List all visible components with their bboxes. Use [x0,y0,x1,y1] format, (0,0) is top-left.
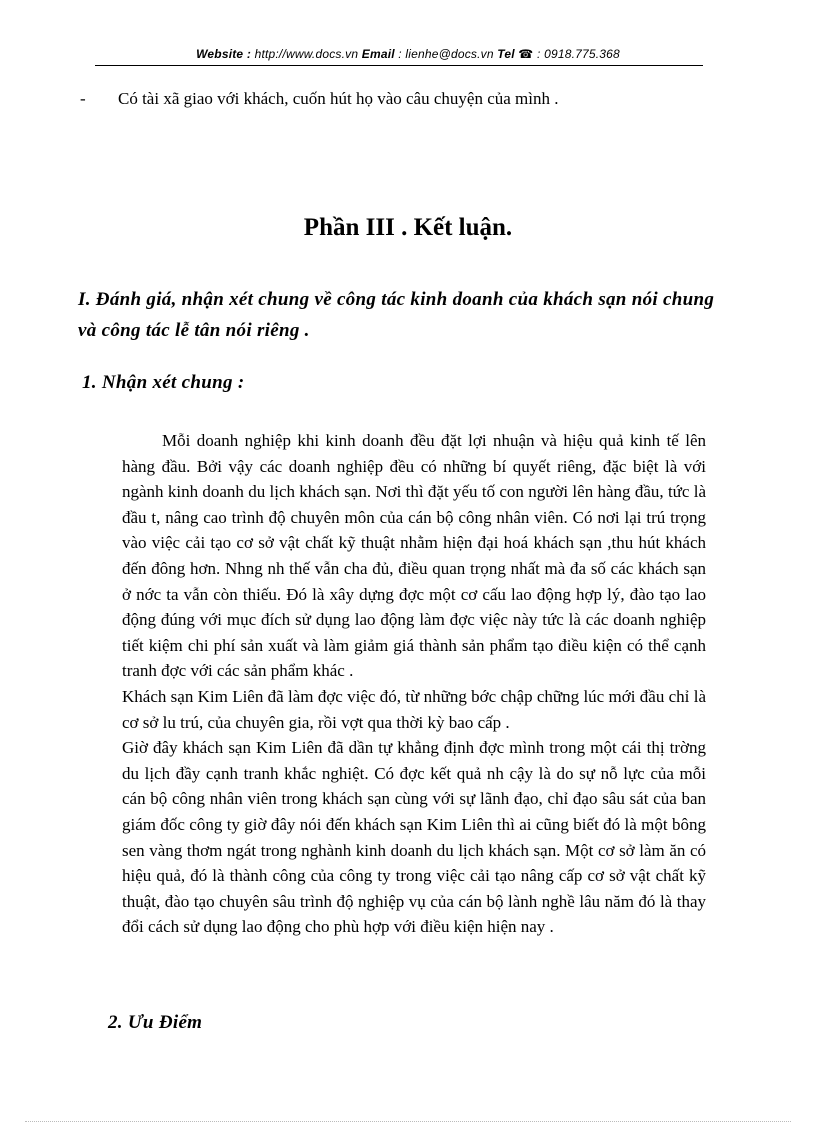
body-text [122,428,706,940]
tel-value: : 0918.775.368 [533,47,620,61]
subheading-general-remarks: 1. Nhận xét chung : [82,372,245,393]
paragraph: Khách sạn Kim Liên đã làm đợc việc đó, từ những bớc chập chững lúc mới đầu chỉ là cơ sở lu trú, của chuyên gia, rồi vợt qua thời kỳ bao cấp . [122,686,706,732]
page-header [0,47,816,61]
paragraph: Giờ đây khách sạn Kim Liên đã dần tự khẳng định đợc mình trong một cái thị trờng du lịch đầy cạnh tranh khắc nghiệt. Có đợc kết quả nh cậy là do sự nỗ lực của mỗi cán bộ công nhân viên trong khách sạn cùng với sự lãnh đạo, chỉ đạo sâu sát của ban giám đốc công ty giờ đây nói đến khách sạn Kim Liên thì ai cũng biết đó là một bông sen vàng thơm ngát trong nghành kinh doanh du lịch khách sạn. Một cơ sở làm ăn có hiệu quả, đó là thành công của công ty trong việc cải tạo nâng cấp cơ sở vật chất kỹ thuật, đào tạo chuyên sâu trình độ nghiệp vụ của cán bộ lành nghề lâu năm đó là thay đổi cách sử dụng lao động cho phù hợp với điều kiện hiện nay . [122,738,706,937]
section-title: I. Đánh giá, nhận xét chung về công tác kinh doanh của khách sạn nói chung và công tác lễ tân nói riêng . [78,289,715,341]
tel-label: Tel ☎ [497,47,534,61]
bullet-text: Có tài xã giao với khách, cuốn hút họ vào câu chuyện của mình . [118,89,559,108]
header-divider [95,65,703,66]
email-value: : lienhe@docs.vn [394,47,498,61]
website-url: http://www.docs.vn [251,47,362,61]
website-label: Website : [196,47,252,61]
subheading-advantages: 2. Ưu Điểm [108,1012,203,1033]
bullet-marker: - [80,89,86,108]
paragraph: Mỗi doanh nghiệp khi kinh doanh đều đặt lợi nhuận và hiệu quả kinh tế lên hàng đầu. Bởi vậy các doanh nghiệp đều có những bí quyết riêng, đặc biệt là với ngành kinh doanh du lịch khách sạn. Nơi thì đặt yếu tố con người lên hàng đầu, tức là đầu t, nâng cao trình độ chuyên môn của cán bộ công nhân viên. Có nơi lại trú trọng vào việc cải tạo cơ sở vật chất kỹ thuật nhằm hiện đại hoá khách sạn ,thu hút khách đến đông hơn. Nhng nh thế vẫn cha đủ, điều quan trọng nhất mà đa số các khách sạn ở nớc ta vẫn còn thiếu. Đó là xây dựng đợc một cơ cấu lao động hợp lý, đào tạo lao động đúng với mục đích sử dụng lao động làm đợc việc này tức là các doanh nghiệp tiết kiệm chi phí sản xuất và làm giảm giá thành sản phẩm tạo điều kiện có thể cạnh tranh đợc với các sản phẩm khác . [122,431,706,681]
page-bottom-divider [25,1121,791,1122]
part-title: Phần III . Kết luận. [303,214,513,241]
email-label: Email [361,47,395,61]
